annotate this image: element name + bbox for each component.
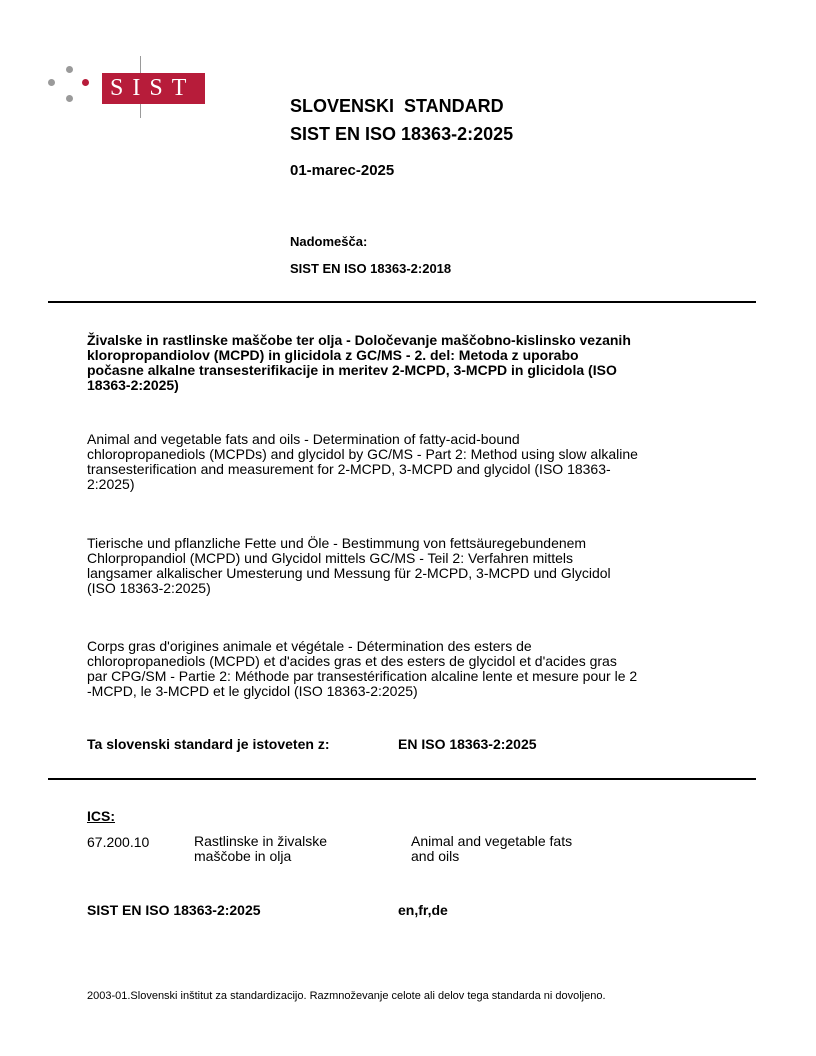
title-line: Animal and vegetable fats and oils - Determination of fatty-acid-bound (87, 431, 520, 447)
sist-logo: SIST (102, 73, 205, 104)
title-line: kloropropandiolov (MCPD) in glicidola z GC/MS - 2. del: Metoda z uporabo (87, 347, 579, 363)
logo-dot (66, 66, 73, 73)
title-line: (ISO 18363-2:2025) (87, 580, 211, 596)
title-line: 18363-2:2025) (87, 377, 179, 393)
ics-desc-line: Rastlinske in živalske (194, 833, 328, 849)
title-line: Živalske in rastlinske maščobe ter olja - Določevanje maščobno-kislinsko vezanih (87, 332, 631, 348)
ics-desc-line: Animal and vegetable fats (411, 833, 573, 849)
identical-value: EN ISO 18363-2:2025 (398, 736, 537, 752)
title-german (87, 536, 727, 596)
logo-dot (82, 79, 89, 86)
title-line: počasne alkalne transesterifikacije in meritev 2-MCPD, 3-MCPD in glicidola (ISO (87, 362, 617, 378)
title-line: chloropropanediols (MCPDs) and glycidol by GC/MS - Part 2: Method using slow alkaline (87, 446, 638, 462)
footer-languages: en,fr,de (398, 902, 448, 918)
identical-label: Ta slovenski standard je istoveten z: (87, 736, 330, 752)
title-line: par CPG/SM - Partie 2: Méthode par transestérification alcaline lente et mesure pour le 2 (87, 668, 638, 684)
logo-dot (48, 79, 55, 86)
title-line: -MCPD, le 3-MCPD et le glycidol (ISO 18363-2:2025) (87, 683, 418, 699)
standard-type: SLOVENSKI STANDARD (290, 96, 504, 116)
title-line: Corps gras d'origines animale et végétale - Détermination des esters de (87, 638, 532, 654)
divider-bottom (48, 778, 756, 780)
logo-dots-icon (48, 66, 94, 110)
ics-heading: ICS: (87, 808, 115, 824)
ics-description-slovenian (194, 834, 394, 864)
ics-description-english (411, 834, 631, 864)
logo-dot (66, 95, 73, 102)
title-line: Tierische und pflanzliche Fette und Öle - Bestimmung von fettsäuregebundenem (87, 535, 587, 551)
title-line: 2:2025) (87, 476, 135, 492)
ics-code: 67.200.10 (87, 834, 150, 850)
replaces-label: Nadomešča: (290, 234, 368, 249)
footer-standard-code: SIST EN ISO 18363-2:2025 (87, 902, 261, 918)
title-english (87, 432, 727, 492)
standard-code: SIST EN ISO 18363-2:2025 (290, 124, 514, 144)
ics-desc-line: and oils (411, 848, 460, 864)
replaces-value: SIST EN ISO 18363-2:2018 (290, 261, 452, 276)
title-line: transesterification and measurement for 2-MCPD, 3-MCPD and glycidol (ISO 18363- (87, 461, 611, 477)
standard-date: 01-marec-2025 (290, 162, 395, 179)
title-line: chloropropanediols (MCPD) et d'acides gras et des esters de glycidol et d'acides gras (87, 653, 617, 669)
title-slovenian (87, 333, 727, 393)
title-french (87, 639, 727, 699)
divider-top (48, 301, 756, 303)
copyright-notice: 2003-01.Slovenski inštitut za standardizacijo. Razmnoževanje celote ali delov tega standarda ni dovoljeno. (87, 990, 606, 1002)
title-line: Chlorpropandiol (MCPD) und Glycidol mittels GC/MS - Teil 2: Verfahren mittels (87, 550, 574, 566)
ics-desc-line: maščobe in olja (194, 848, 292, 864)
title-line: langsamer alkalischer Umesterung und Messung für 2-MCPD, 3-MCPD und Glycidol (87, 565, 611, 581)
